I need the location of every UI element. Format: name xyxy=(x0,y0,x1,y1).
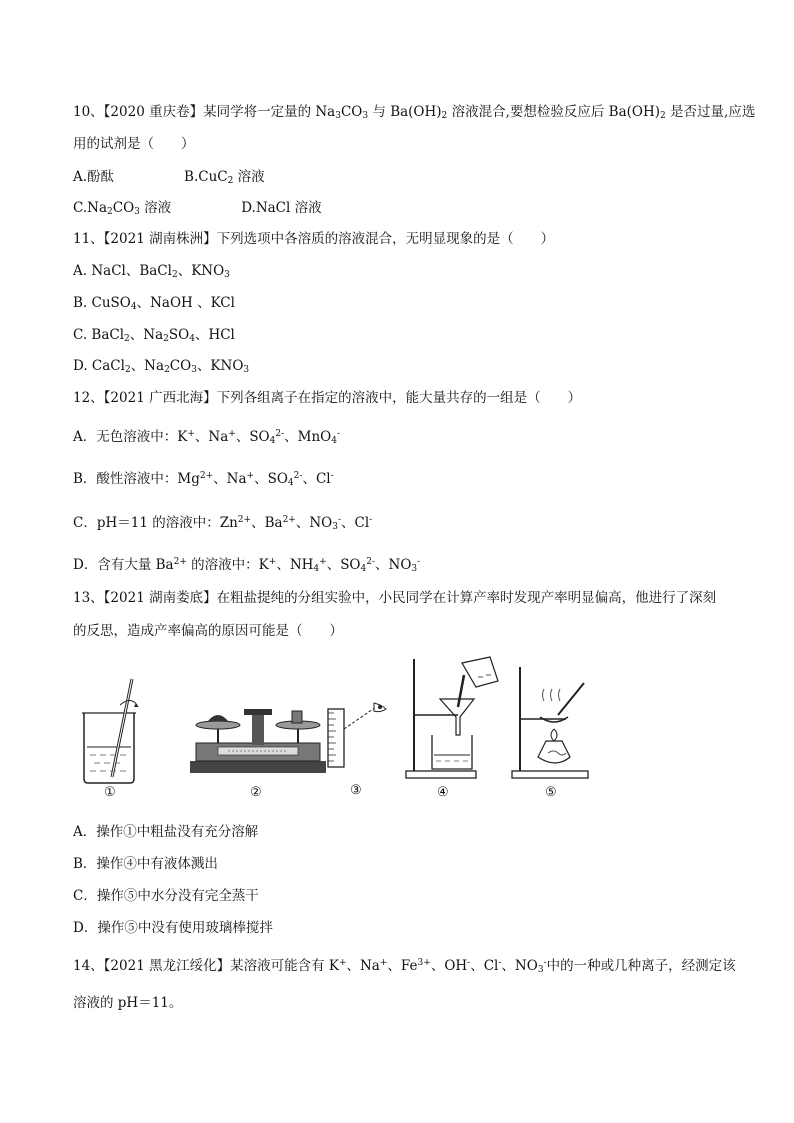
q12-option-a: A．无色溶液中：K+、Na+、$SO_4^{2-}$、MnO$_4$- xyxy=(73,429,341,446)
q12-stem: 12、【2021 广西北海】下列各组离子在指定的溶液中，能大量共存的一组是（ ） xyxy=(73,390,582,406)
q11-option-a: A. NaCl、BaCl$_2$、$KNO_3$ xyxy=(73,263,230,280)
q13-line2: 的反思，造成产率偏高的原因可能是（ ） xyxy=(73,623,343,639)
q14-line1: 14、【2021 黑龙江绥化】某溶液可能含有 K+、Na+、$Fe^{3+}$、OH-、Cl-、$NO_3^-$中的一种或几种离子，经测定该 xyxy=(73,958,736,975)
q10-options-cd xyxy=(73,199,322,217)
caption-4: ④ xyxy=(437,785,449,800)
caption-3: ③ xyxy=(350,783,362,798)
filtration-figure xyxy=(402,655,502,780)
q10-line2: 用的试剂是（ ） xyxy=(73,136,195,152)
q13-option-c: C．操作⑤中水分没有完全蒸干 xyxy=(73,888,259,904)
q10-option-a: A.酚酞 xyxy=(73,169,115,185)
q10-option-b: B.CuC$_2$ 溶液 xyxy=(184,169,265,186)
caption-5: ⑤ xyxy=(545,785,557,800)
q11-option-d: D. CaCl$_2$、$Na_2CO_3$、$KNO_3$ xyxy=(73,358,250,375)
q10-option-c: $C.Na_2CO_3$ 溶液 xyxy=(73,200,172,217)
caption-2: ② xyxy=(250,785,262,800)
q14-line2: 溶液的 pH＝11。 xyxy=(73,995,183,1011)
evaporation-figure xyxy=(510,661,600,781)
q13-option-d: D．操作⑤中没有使用玻璃棒搅拌 xyxy=(73,920,273,936)
cylinder-reading-figure xyxy=(324,699,390,769)
q13-option-a: A．操作①中粗盐没有充分溶解 xyxy=(73,824,259,840)
q11-option-b: B. CuSO$_4$、NaOH 、KCl xyxy=(73,295,235,312)
experiment-figures xyxy=(80,655,600,805)
beaker-stirring-figure xyxy=(80,675,140,785)
q10-options-ab xyxy=(73,168,265,186)
q12-option-c: C．pH＝11 的溶液中：$Zn^{2+}$、$Ba^{2+}$、$NO_3^-$、Cl- xyxy=(73,515,373,532)
q13-option-b: B．操作④中有液体溅出 xyxy=(73,856,218,872)
q13-line1: 13、【2021 湖南娄底】在粗盐提纯的分组实验中，小民同学在计算产率时发现产率明显偏高，他进行了深刻 xyxy=(73,590,717,606)
caption-1: ① xyxy=(104,785,116,800)
q11-stem: 11、【2021 湖南株洲】下列选项中各溶质的溶液混合，无明显现象的是（ ） xyxy=(73,231,555,247)
q12-option-b: B．酸性溶液中：$Mg^{2+}$、Na+、$SO_4^{2-}$、Cl- xyxy=(73,471,334,488)
q12-option-d: D．含有大量 $Ba^{2+}$ 的溶液中：K+、$NH_4^+$、$SO_4^{2-}$、$NO_3^-$ xyxy=(73,557,421,574)
q11-option-c: C. BaCl$_2$、$Na_2SO_4$、HCl xyxy=(73,327,235,344)
q10-line1: 10、【2020 重庆卷】某同学将一定量的 $Na_3CO_3$ 与 $Ba(OH)_2$ 溶液混合,要想检验反应后 $Ba(OH)_2$ 是否过量,应选 xyxy=(73,104,756,121)
q10-option-d: D.NaCl 溶液 xyxy=(241,200,322,216)
balance-figure xyxy=(188,703,328,783)
